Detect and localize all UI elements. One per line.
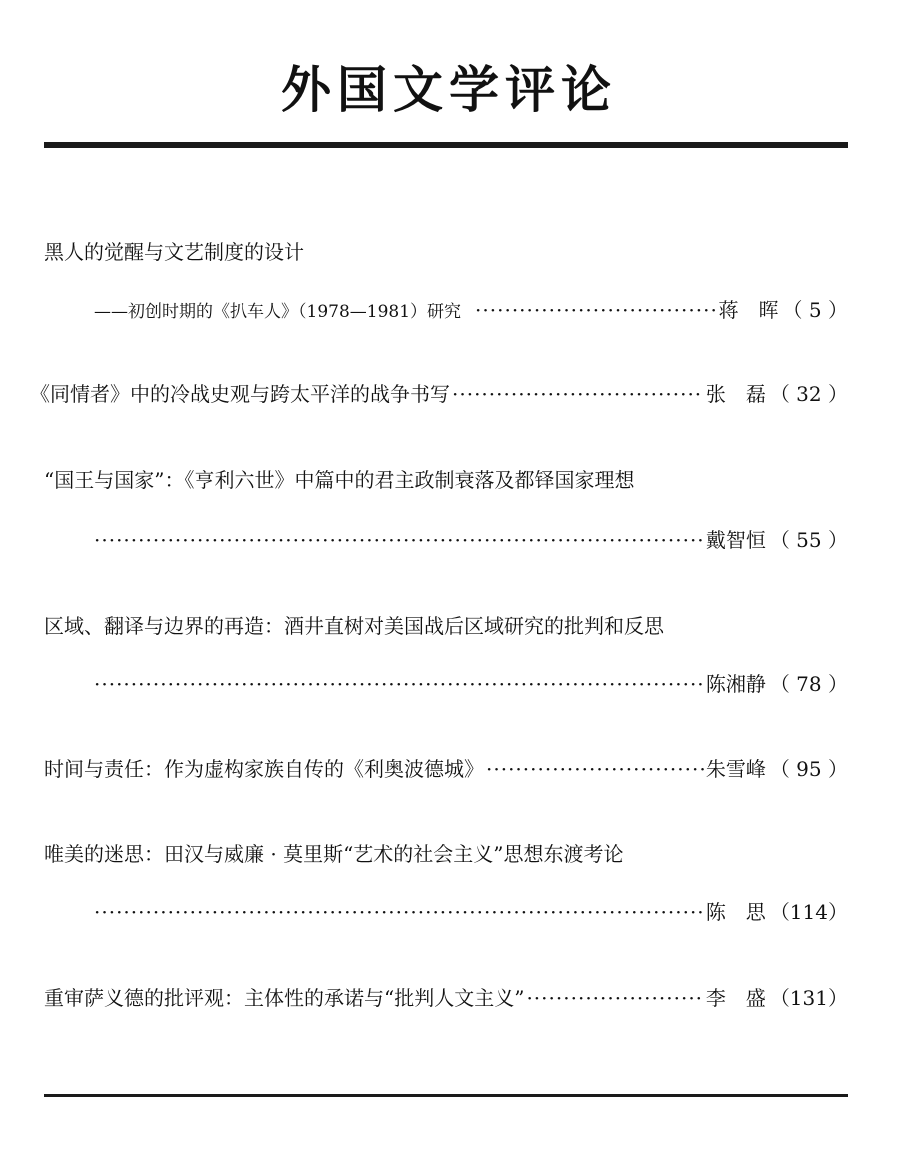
toc-entry-4-leader-line [92,670,848,698]
toc-entry-3-leader-dots [94,526,704,554]
toc-entry-2-author: 张 磊 [705,382,766,406]
toc-entry-4-title-line [44,612,664,640]
toc-entry-4-author: 陈湘静 [705,672,766,696]
top-rule [44,142,848,148]
toc-entry-4-leader-dots [94,670,704,698]
bottom-rule [44,1094,848,1097]
toc-entry-2-line [30,380,848,408]
toc-entry-3-author: 戴智恒 [705,528,766,552]
toc-entry-7-leader-dots [526,984,703,1012]
toc-entry-6-title-line [44,840,624,868]
toc-entry-1-title[interactable]: 黑人的觉醒与文艺制度的设计 [44,240,304,264]
toc-entry-2-leader-dots [452,380,704,408]
toc-entry-4-page[interactable]: （ 78 ） [769,672,848,696]
toc-entry-5-page[interactable]: （ 95 ） [769,757,848,781]
journal-title: 外国文学评论 [281,61,617,119]
toc-entry-6-leader-dots [94,898,704,926]
toc-entry-6-author: 陈 思 [705,900,766,924]
toc-entry-3-page[interactable]: （ 55 ） [769,528,848,552]
toc-entry-7-title[interactable]: 重审萨义德的批评观：主体性的承诺与“批判人文主义” [44,986,525,1010]
toc-entry-1-subtitle[interactable]: ——初创时期的《扒车人》（1978—1981）研究 [94,302,462,322]
toc-entry-5-title[interactable]: 时间与责任：作为虚构家族自传的《利奥波德城》 [44,757,484,781]
toc-entry-6-page[interactable]: （114） [769,900,848,924]
toc-entry-4-title[interactable]: 区域、翻译与边界的再造：酒井直树对美国战后区域研究的批判和反思 [44,614,664,638]
toc-entry-7-author: 李 盛 [705,986,766,1010]
toc-entry-2-title[interactable]: 《同情者》中的冷战史观与跨太平洋的战争书写 [30,382,450,406]
toc-entry-1-leader-dots [475,296,717,324]
toc-entry-1-author: 蒋 晖 [718,298,779,322]
toc-entry-3-title-line [44,466,634,494]
toc-entry-5-leader-dots [486,755,704,783]
toc-entry-2-page[interactable]: （ 32 ） [769,382,848,406]
toc-entry-3-leader-line [92,526,848,554]
toc-entry-5-author: 朱雪峰 [705,757,766,781]
toc-entry-7-line [44,984,848,1012]
toc-entry-1-subtitle-line [94,296,848,326]
toc-entry-1-title-line [44,238,304,266]
toc-entry-6-title[interactable]: 唯美的迷思：田汉与威廉 · 莫里斯“艺术的社会主义”思想东渡考论 [44,842,624,866]
toc-entry-7-page[interactable]: （131） [769,986,848,1010]
toc-entry-5-line [44,755,848,783]
toc-entry-6-leader-line [92,898,848,926]
toc-entry-3-title[interactable]: “国王与国家”：《亨利六世》中篇中的君主政制衰落及都铎国家理想 [44,468,635,492]
toc-entry-1-page[interactable]: （ 5 ） [782,298,848,322]
